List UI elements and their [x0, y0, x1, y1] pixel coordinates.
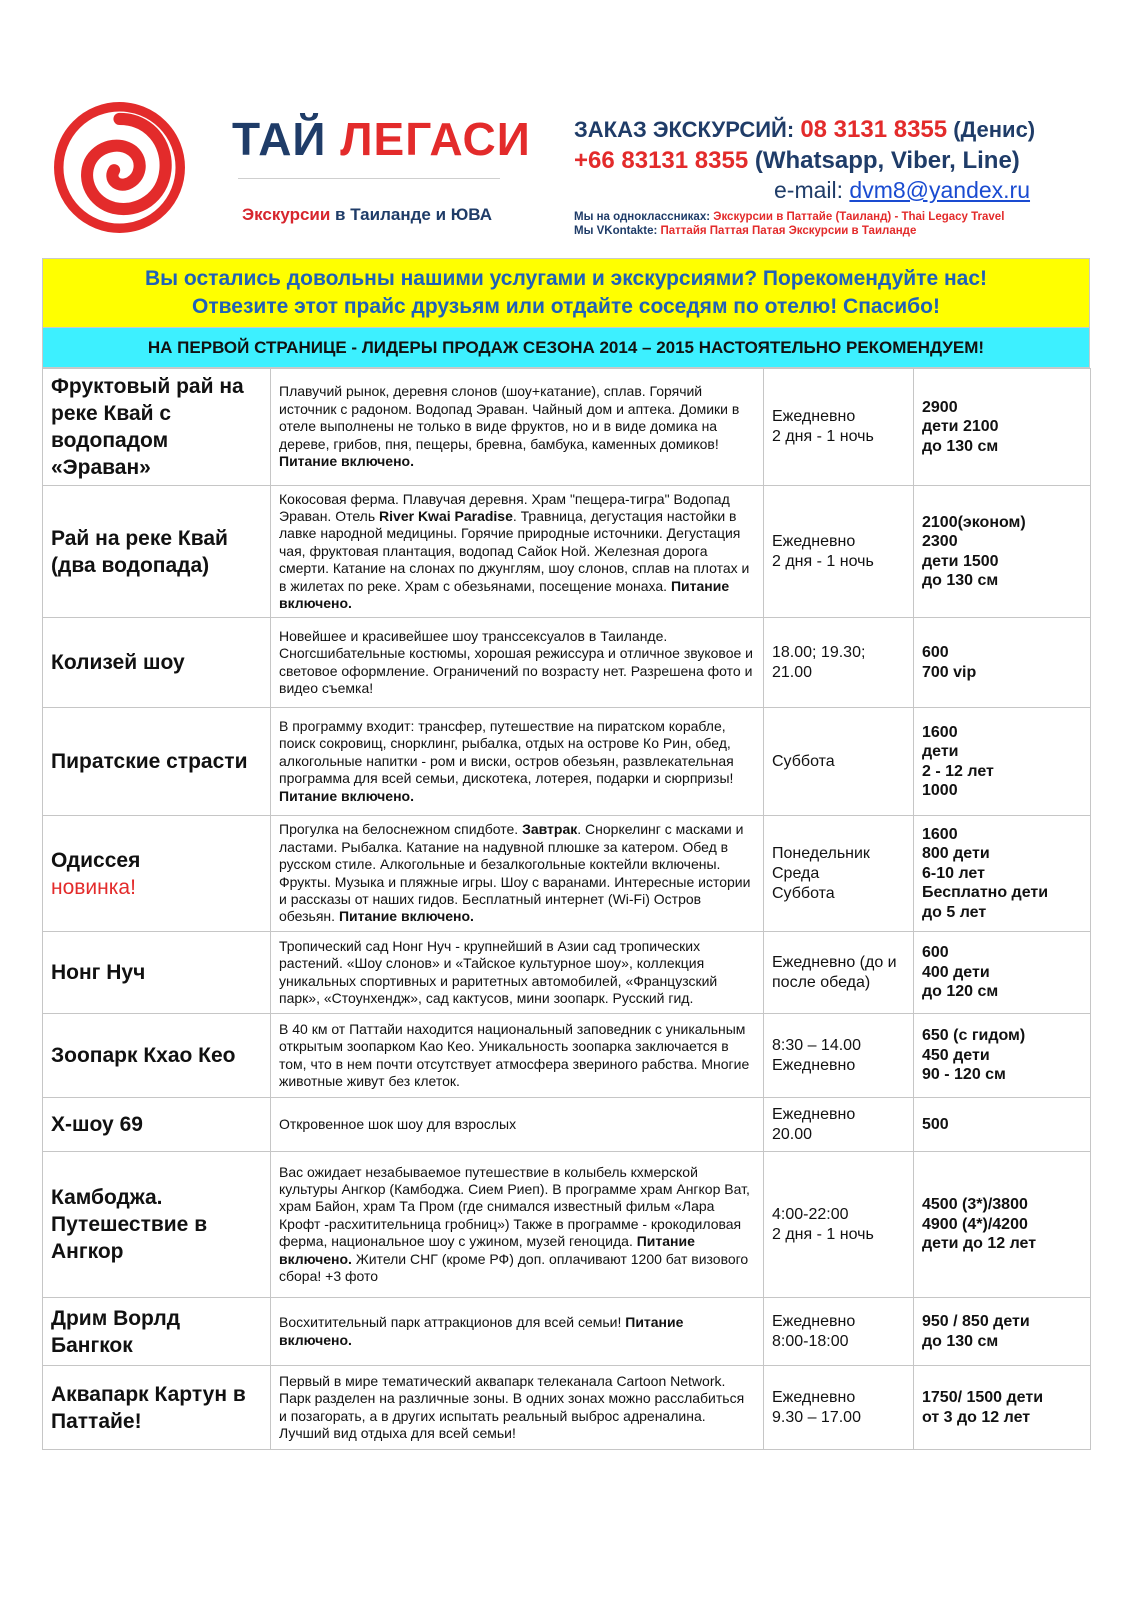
- tour-description: Первый в мире тематический аквапарк телеканала Cartoon Network. Парк разделен на различные зоны. В одних зонах можно расслабиться и позагорать, а в других испытать реальный выброс адреналина. Лучший вид отдыха для всей семьи!: [271, 1366, 764, 1450]
- tour-price: 2100(эконом) 2300 дети 1500 до 130 см: [914, 486, 1091, 618]
- table-row: [43, 932, 1091, 1014]
- table-row: [43, 708, 1091, 816]
- tour-schedule: Ежедневно 9.30 – 17.00: [764, 1366, 914, 1450]
- tour-name: Аквапарк Картун в Паттайе!: [43, 1366, 271, 1450]
- tour-description: Восхитительный парк аттракционов для всей семьи! Питание включено.: [271, 1298, 764, 1366]
- vk-link[interactable]: Паттайя Паттая Патая Экскурсии в Таиланде: [660, 225, 917, 237]
- order-label: ЗАКАЗ ЭКСКУРСИЙ:: [574, 117, 795, 142]
- tour-price: 500: [914, 1098, 1091, 1152]
- tour-schedule: Понедельник Среда Суббота: [764, 816, 914, 932]
- tour-price: 4500 (3*)/3800 4900 (4*)/4200 дети до 12 лет: [914, 1152, 1091, 1298]
- recommend-banner: [42, 258, 1090, 328]
- bestsellers-heading: НА ПЕРВОЙ СТРАНИЦЕ - ЛИДЕРЫ ПРОДАЖ СЕЗОНА 2014 – 2015 НАСТОЯТЕЛЬНО РЕКОМЕНДУЕМ!: [42, 328, 1090, 368]
- tagline-red: Экскурсии: [242, 205, 331, 224]
- table-row: [43, 486, 1091, 618]
- tour-schedule: Ежедневно (до и после обеда): [764, 932, 914, 1014]
- tour-schedule: Ежедневно 2 дня - 1 ночь: [764, 369, 914, 486]
- tour-description: В программу входит: трансфер, путешествие на пиратском корабле, поиск сокровищ, снорклинг, рыбалка, отдых на острове Ко Рин, обед, алкогольные напитки - ром и виски, остров обезьян, развлекательная программа для всей семьи, дискотека, лотерея, подарки и сюрпризы! Питание включено.: [271, 708, 764, 816]
- tour-price: 2900 дети 2100 до 130 см: [914, 369, 1091, 486]
- order-line: [574, 116, 1094, 144]
- tour-name: Х-шоу 69: [43, 1098, 271, 1152]
- ok-line: [574, 210, 1094, 224]
- tour-schedule: 18.00; 19.30; 21.00: [764, 618, 914, 708]
- divider: [238, 178, 500, 179]
- phone2-apps: (Whatsapp, Viber, Line): [754, 147, 1020, 174]
- contacts-block: [574, 116, 1094, 238]
- banner-line1: Вы остались довольны нашими услугами и экскурсиями? Порекомендуйте нас!: [145, 267, 987, 290]
- tour-description: Тропический сад Нонг Нуч - крупнейший в Азии сад тропических растений. «Шоу слонов» и «Тайское культурное шоу», коллекция уникальных спортивных и раритетных автомобилей, «Французский парк», «Стоунхендж», сад кактусов, мини зоопарк. Русский гид.: [271, 932, 764, 1014]
- tour-name: Камбоджа. Путешествие в Ангкор: [43, 1152, 271, 1298]
- tour-schedule: 8:30 – 14.00 Ежедневно: [764, 1014, 914, 1098]
- table-row: [43, 816, 1091, 932]
- email-line: [574, 177, 1094, 204]
- tour-price: 950 / 850 дети до 130 см: [914, 1298, 1091, 1366]
- tour-name: Колизей шоу: [43, 618, 271, 708]
- social-links: [574, 210, 1094, 238]
- ok-link[interactable]: Экскурсии в Паттайе (Таиланд) - Thai Legacy Travel: [713, 211, 1005, 223]
- phone2-line: [574, 147, 1094, 175]
- tagline: [242, 205, 492, 225]
- phone2[interactable]: +66 83131 8355: [574, 147, 749, 174]
- tour-price: 1600 дети 2 - 12 лет 1000: [914, 708, 1091, 816]
- phone1-name: (Денис): [953, 117, 1036, 142]
- tour-schedule: Ежедневно 2 дня - 1 ночь: [764, 486, 914, 618]
- tour-description: Прогулка на белоснежном спидботе. Завтрак. Сноркелинг с масками и ластами. Рыбалка. Катание на надувной плюшке за катером. Обед в русском стиле. Алкогольные и безалкогольные коктейли включены. Фрукты. Музыка и пляжные игры. Шоу с варанами. Интересные истории и рассказы от наших гидов. Бесплатный интернет (Wi-Fi) Остров обезьян. Питание включено.: [271, 816, 764, 932]
- tours-table: [42, 368, 1091, 1450]
- tour-schedule: Ежедневно 20.00: [764, 1098, 914, 1152]
- table-row: [43, 1152, 1091, 1298]
- tour-price: 600 700 vip: [914, 618, 1091, 708]
- table-row: [43, 618, 1091, 708]
- banner-line2: Отвезите этот прайс друзьям или отдайте соседям по отелю! Спасибо!: [192, 295, 940, 318]
- tour-price: 600 400 дети до 120 см: [914, 932, 1091, 1014]
- table-row: [43, 1298, 1091, 1366]
- tour-schedule: Суббота: [764, 708, 914, 816]
- tour-price: 1750/ 1500 дети от 3 до 12 лет: [914, 1366, 1091, 1450]
- tour-description: Кокосовая ферма. Плавучая деревня. Храм "пещера-тигра" Водопад Эраван. Отель River Kwai Paradise. Травница, дегустация настойки в лавке народной медицины. Горячие природные источники. Дегустация чая, фруктовая плантация, водопад Сайок Ной. Железная дорога смерти. Катание на слонах по джунглям, шоу слонов, сплав на плотах и в жилетах по реке. Храм с обезьянами, посещение монаха. Питание включено.: [271, 486, 764, 618]
- email-label: e-mail:: [774, 177, 844, 203]
- tour-description: Новейшее и красивейшее шоу транссексуалов в Таиланде. Сногсшибательные костюмы, хорошая режиссура и отличное звуковое и световое оформление. Ограничений по возрасту нет. Разрешена фото и видео съемка!: [271, 618, 764, 708]
- table-row: [43, 369, 1091, 486]
- tour-name: Дрим Ворлд Бангкок: [43, 1298, 271, 1366]
- tour-name: Одиссея новинка!: [43, 816, 271, 932]
- tour-description: В 40 км от Паттайи находится национальный заповедник с уникальным открытым зоопарком Као Кео. Уникальность зоопарка заключается в том, что в нем почти отсутствует атмосфера звериного рабства. Многие животные живут без клеток.: [271, 1014, 764, 1098]
- vk-label: Мы VKontakte:: [574, 225, 658, 237]
- tour-schedule: 4:00-22:00 2 дня - 1 ночь: [764, 1152, 914, 1298]
- tagline-rest: в Таиланде и ЮВА: [335, 205, 492, 224]
- header: [0, 0, 1130, 255]
- tour-description: Вас ожидает незабываемое путешествие в колыбель кхмерской культуры Ангкор (Камбоджа. Сием Риеп). В программе храм Ангкор Ват, храм Байон, храм Та Пром (где снимался известный фильм «Лара Крофт -расхитительница гробниц») Также в программе - крокодиловая ферма, национальное шоу с ужином, музей геноцида. Питание включено. Жители СНГ (кроме РФ) доп. оплачивают 1200 бат визового сбора! +3 фото: [271, 1152, 764, 1298]
- vk-line: [574, 224, 1094, 238]
- table-row: [43, 1366, 1091, 1450]
- email-link[interactable]: dvm8@yandex.ru: [849, 177, 1031, 203]
- new-badge: новинка!: [51, 875, 136, 899]
- tour-description: Плавучий рынок, деревня слонов (шоу+катание), сплав. Горячий источник с радоном. Водопад Эраван. Чайный дом и аптека. Домики в отеле выполнены не только в виде фруктов, но и в виде домика на дереве, грибов, пня, пещеры, бревна, бамбука, каменных домиков! Питание включено.: [271, 369, 764, 486]
- table-row: [43, 1098, 1091, 1152]
- tour-name: Зоопарк Кхао Кео: [43, 1014, 271, 1098]
- phone1[interactable]: 08 3131 8355: [800, 116, 948, 143]
- brand-title: [232, 112, 531, 166]
- tour-name: Пиратские страсти: [43, 708, 271, 816]
- tour-name: Фруктовый рай на реке Квай с водопадом «Эраван»: [43, 369, 271, 486]
- tour-description: Откровенное шок шоу для взрослых: [271, 1098, 764, 1152]
- tour-name: Рай на реке Квай (два водопада): [43, 486, 271, 618]
- ok-label: Мы на одноклассниках:: [574, 211, 711, 223]
- tour-schedule: Ежедневно 8:00-18:00: [764, 1298, 914, 1366]
- tour-name: Нонг Нуч: [43, 932, 271, 1014]
- brand-part1: ТАЙ: [232, 113, 327, 165]
- spiral-logo-icon: [52, 100, 187, 235]
- tour-price: 1600 800 дети 6-10 лет Бесплатно дети до 5 лет: [914, 816, 1091, 932]
- tour-price: 650 (с гидом) 450 дети 90 - 120 см: [914, 1014, 1091, 1098]
- brand-part2: ЛЕГАСИ: [340, 113, 531, 165]
- table-row: [43, 1014, 1091, 1098]
